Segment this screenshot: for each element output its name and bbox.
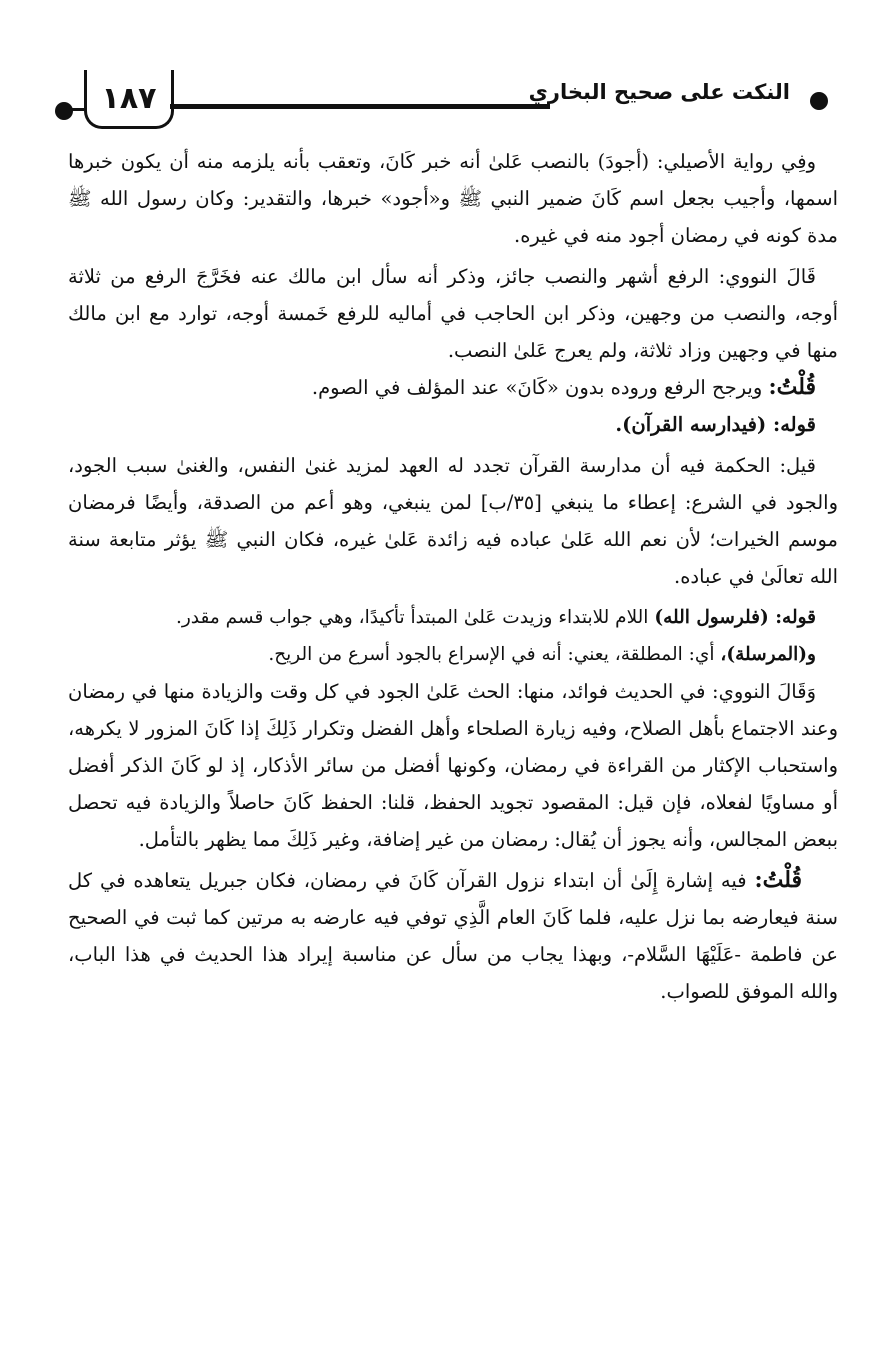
paragraph-text: اللام للابتداء وزيدت عَلىٰ المبتدأ تأكيدًا، وهي جواب قسم مقدر.: [175, 607, 655, 628]
paragraph: [68, 599, 838, 636]
quote-heading: قوله: (فيدارسه القرآن).: [615, 413, 816, 436]
book-title: النكت على صحيح البخاري: [528, 80, 790, 104]
paragraph-text: فيه إشارة إِلَىٰ أن ابتداء نزول القرآن كَانَ في رمضان، فكان جبريل يتعاهده في كل سنة فيعارضه بما نزل عليه، فلما كَانَ العام الَّذِي توفي فيه عارضه به مرتين كما ثبت في الصحيح عن فاطمة -عَلَيْهَا السَّلام-، وبهذا يجاب من سأل عن مناسبة إيراد هذا الحديث في هذا الباب، والله الموفق للصواب.: [68, 869, 838, 1003]
paragraph: [68, 447, 838, 595]
paragraph: [68, 369, 838, 406]
paragraph: [68, 862, 838, 1010]
paragraph-text: وَقَالَ النووي: في الحديث فوائد، منها: الحث عَلىٰ الجود في كل وقت والزيادة منها في رمضان وعند الاجتماع بأهل الصلاح، وفيه زيارة الصلحاء وأهل الفضل وتكرار ذَلِكَ إذا كَانَ المزور لا يكرهه، واستحباب الإكثار من القراءة في رمضان، وكونها أفضل من سائر الأذكار، إذ لو كَانَ الذكر أفضل أو مساويًا لفعلاه، فإن قيل: المقصود تجويد الحفظ، قلنا: الحفظ كَانَ حاصلاً والزيادة فيه تحصل ببعض المجالس، وأنه يجوز أن يُقال: رمضان من غير إضافة، وغير ذَلِكَ مما يظهر بالتأمل.: [68, 680, 838, 851]
header-rule-stub: [64, 108, 86, 111]
header-rule: [170, 104, 550, 109]
paragraph: [68, 673, 838, 858]
quote-label: قوله: (فلرسول الله): [654, 607, 816, 628]
header-ornament-dot-right: [810, 92, 828, 110]
paragraph: [68, 258, 838, 369]
page-number: ١٨٧: [84, 70, 174, 129]
paragraph-text: قَالَ النووي: الرفع أشهر والنصب جائز، وذكر أنه سأل ابن مالك عنه فخَرَّجَ الرفع من ثلاثة أوجه، والنصب من وجهين، وذكر ابن الحاجب في أماليه للرفع خَمسة أوجه، توارد مع ابن مالك منها في وجهين وزاد ثلاثة، ولم يعرج عَلىٰ النصب.: [68, 265, 838, 362]
header-ornament-dot-left: [55, 102, 73, 120]
paragraph-text: قيل: الحكمة فيه أن مدارسة القرآن تجدد له العهد لمزيد غنىٰ النفس، والغنىٰ سبب الجود، والجود في الشرع: إعطاء ما ينبغي [٣٥/ب] لمن ينبغي، وهو أعم من الصدقة، وأيضًا فرمضان موسم الخيرات؛ لأن نعم الله عَلىٰ عباده فيه زائدة عَلىٰ غيره، فكان النبي ﷺ يؤثر متابعة سنة الله تعالَىٰ في عباده.: [68, 454, 838, 588]
paragraph-text: أي: المطلقة، يعني: أنه في الإسراع بالجود أسرع من الريح.: [268, 644, 721, 665]
body-text: [68, 143, 838, 1010]
qult-label: قُلْتُ:: [768, 374, 816, 400]
paragraph-text: وفِي رواية الأصيلي: (أجودَ) بالنصب عَلىٰ أنه خبر كَانَ، وتعقب بأنه يلزمه منه أن يكون خبرها اسمها، وأجيب بجعل اسم كَانَ ضمير النبي ﷺ و«أجود» خبرها، والتقدير: وكان رسول الله ﷺ مدة كونه في رمضان أجود منه في غيره.: [68, 150, 838, 247]
running-header: [0, 0, 885, 140]
paragraph: [68, 143, 838, 254]
paragraph-text: ويرجح الرفع وروده بدون «كَانَ» عند المؤلف في الصوم.: [311, 376, 769, 399]
paragraph: [68, 636, 838, 673]
paragraph: [68, 406, 838, 443]
qult-label: قُلْتُ:: [754, 867, 802, 893]
quote-label: و(المرسلة)،: [720, 644, 816, 665]
